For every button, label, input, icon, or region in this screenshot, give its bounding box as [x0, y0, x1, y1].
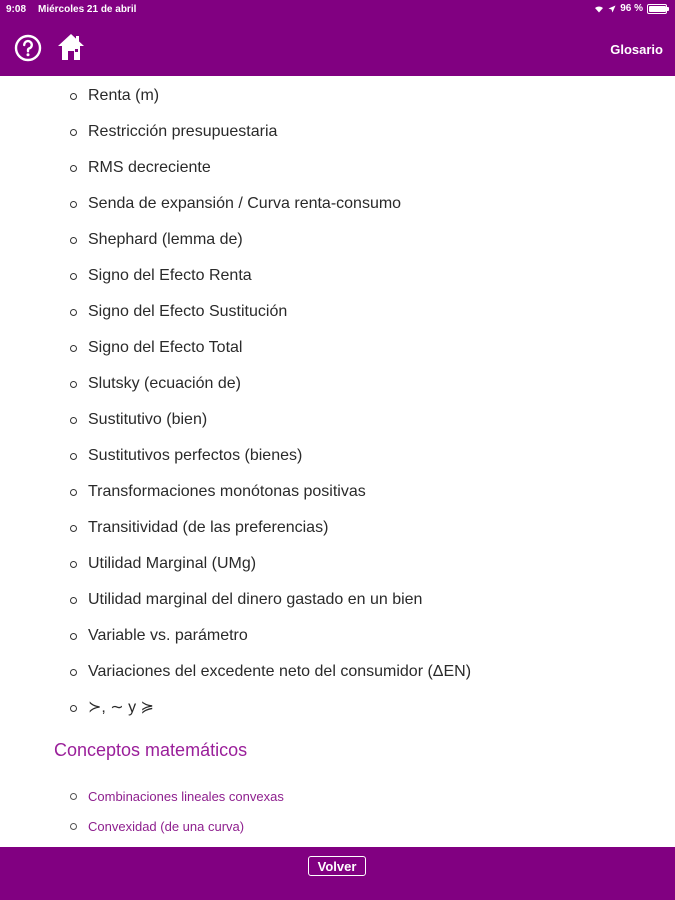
battery-icon: [647, 4, 667, 14]
question-circle-icon: [14, 34, 42, 62]
glossary-term-item[interactable]: RMS decreciente: [70, 158, 471, 194]
math-terms-list: [70, 788, 284, 847]
glossary-content: [0, 76, 675, 847]
math-term-link[interactable]: Convexidad (de una curva): [70, 818, 284, 847]
section-title-math: Conceptos matemáticos: [54, 740, 248, 760]
status-date: Miércoles 21 de abril: [38, 4, 137, 15]
home-button[interactable]: [56, 32, 86, 62]
home-icon: [56, 32, 86, 62]
glossary-term-item[interactable]: Shephard (lemma de): [70, 230, 471, 266]
back-button[interactable]: Volver: [308, 856, 366, 876]
glossary-term-item[interactable]: Slutsky (ecuación de): [70, 374, 471, 410]
top-bar: [0, 0, 675, 76]
wifi-icon: [594, 5, 604, 13]
glossary-link[interactable]: Glosario: [610, 42, 663, 57]
battery-percent: 96 %: [620, 3, 643, 14]
glossary-term-item[interactable]: Transitividad (de las preferencias): [70, 518, 471, 554]
status-bar: [0, 0, 675, 20]
glossary-term-item[interactable]: Transformaciones monótonas positivas: [70, 482, 471, 518]
glossary-term-item[interactable]: ≻, ∼ y ≽: [70, 698, 471, 734]
status-right: [594, 3, 667, 14]
glossary-term-item[interactable]: Utilidad Marginal (UMg): [70, 554, 471, 590]
terms-list: [70, 86, 471, 734]
battery-fill: [649, 6, 666, 12]
glossary-term-item[interactable]: Restricción presupuestaria: [70, 122, 471, 158]
status-time: 9:08: [6, 4, 27, 15]
glossary-term-item[interactable]: Variaciones del excedente neto del consumidor (ΔEN): [70, 662, 471, 698]
glossary-term-item[interactable]: Senda de expansión / Curva renta-consumo: [70, 194, 471, 230]
glossary-term-item[interactable]: Signo del Efecto Renta: [70, 266, 471, 302]
glossary-term-item[interactable]: Signo del Efecto Total: [70, 338, 471, 374]
glossary-term-item[interactable]: Renta (m): [70, 86, 471, 122]
math-term-link[interactable]: Combinaciones lineales convexas: [70, 788, 284, 818]
glossary-term-item[interactable]: Sustitutivo (bien): [70, 410, 471, 446]
glossary-term-item[interactable]: Variable vs. parámetro: [70, 626, 471, 662]
bottom-bar: [0, 847, 675, 900]
glossary-term-item[interactable]: Utilidad marginal del dinero gastado en un bien: [70, 590, 471, 626]
help-button[interactable]: [14, 34, 42, 62]
glossary-term-item[interactable]: Sustitutivos perfectos (bienes): [70, 446, 471, 482]
location-icon: [608, 5, 616, 13]
glossary-term-item[interactable]: Signo del Efecto Sustitución: [70, 302, 471, 338]
